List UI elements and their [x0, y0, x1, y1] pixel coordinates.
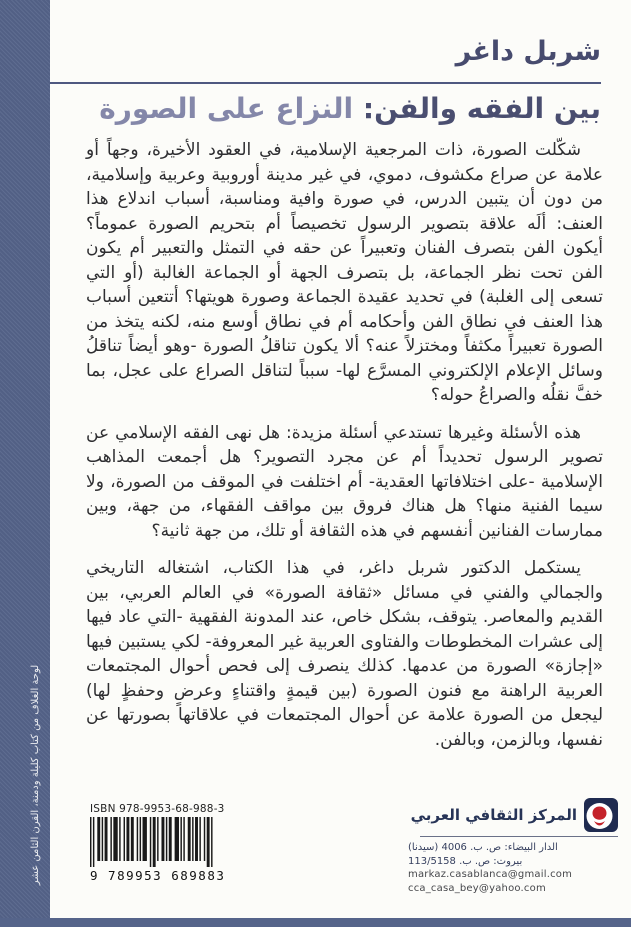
blurb-paragraph-2: هذه الأسئلة وغيرها تستدعي أسئلة مزيدة: هل نهى الفقه الإسلامي عن تصوير الرسول تحديداً أم عن مجرد التصوير؟ هل أجمعت المذاهب الإسلامية -على اختلافاتها العقدية- أم اختلفت في الموقف من الصورة، ولا سيما الفنية منها؟ هل هناك فروق بين مواقف الفقهاء، من جهة، وبين ممارسات الفنانين أنفسهم في هذه الثقافة أو تلك، من جهة ثانية؟	[86, 422, 603, 541]
spine-caption: لوحة الغلاف من كتاب كليلة ودمنة، القرن الثامن عشر	[30, 664, 41, 886]
publisher-logo-icon	[584, 798, 618, 832]
back-cover-blurb	[86, 138, 603, 765]
publisher-rule	[420, 836, 618, 837]
publisher-header	[408, 798, 618, 832]
author-name: شربل داغر	[455, 36, 601, 67]
barcode-digits: 9 789953 689883	[90, 868, 226, 883]
spine-band	[0, 0, 50, 927]
publisher-email-yahoo: cca_casa_bey@yahoo.com	[408, 882, 546, 894]
header-rule	[50, 82, 601, 84]
blurb-paragraph-3: يستكمل الدكتور شربل داغر، في هذا الكتاب، اشتغاله التاريخي والجمالي والفني في مسائل «ثقافة الصورة» في العالم العربي، بين القديم والمعاصر. يتوقف، بشكل خاص، عند المدونة الفقهية -التي عاد فيها إلى عشرات المخطوطات والفتاوى العربية غير المعروفة- لكي يستبين فيها «إجازة» الصورة من عدمها. كذلك ينصرف إلى فحص أحوال المجتمعات العربية الراهنة مع فنون الصورة (بين قيمةٍ واقتناءٍ وعرضٍ وحفظٍ لها) ليجعل من الصورة علامة عن أحوال المجتمعات في علاقاتها بصورتها عن نفسها، وبالزمن، وبالفن.	[86, 558, 603, 750]
publisher-block	[408, 798, 618, 895]
bottom-band	[0, 918, 631, 927]
isbn-label: ISBN 978-9953-68-988-3	[90, 803, 225, 815]
book-title	[99, 92, 601, 125]
publisher-address-casablanca: الدار البيضاء: ص. ب. 4006 (سيدنا)	[408, 842, 558, 853]
title-main: بين الفقه والفن:	[353, 92, 601, 125]
barcode-bars-image	[90, 817, 214, 869]
publisher-address-beirut: بيروت: ص. ب. 113/5158	[408, 855, 523, 867]
blurb-paragraph-1: شكّلت الصورة، ذات المرجعية الإسلامية، في العقود الأخيرة، وجهاً أو علامة عن صراع مكشوف، دموي، في غير مدينة أوروبية وعربية وإسلامية، من دون أن يتبين الدرس، في صورة وافية ومناسبة، أسباب اندلاع هذا العنف: ألَه علاقة بتصوير الرسول تخصيصاً أم بتحريم الصورة عموماً؟ أيكون الفن بتصرف الفنان وتعبيراً عن حقه في التمثل والتعبير أم يكون الفن تحت نظر الجماعة، بل بتصرف الجهة أو الجماعة الغالبة (أو التي تسعى إلى الغلبة) في تحديد عقيدة الجماعة وصورة هويتها؟ أتتعين أسباب هذا العنف في نطاق الفن وأحكامه أم في نطاق أوسع منه، لكنه يتخذ من الصورة تعبيراً مكثفاً ومختزلاً عنه؟ ألا يكون تناقلُ الصورة -وهو أيضاً تناقلُ وسائل الإعلام الإلكتروني المسرَّع لها- سبباً لتناقل الصراع على عجل، بما خفَّ نقلُه والصراعُ حوله؟	[86, 140, 603, 405]
publisher-email-gmail: markaz.casablanca@gmail.com	[408, 869, 573, 880]
barcode-block	[90, 803, 226, 883]
publisher-name: المركز الثقافي العربي	[410, 806, 577, 824]
title-sub: النزاع على الصورة	[99, 92, 354, 125]
